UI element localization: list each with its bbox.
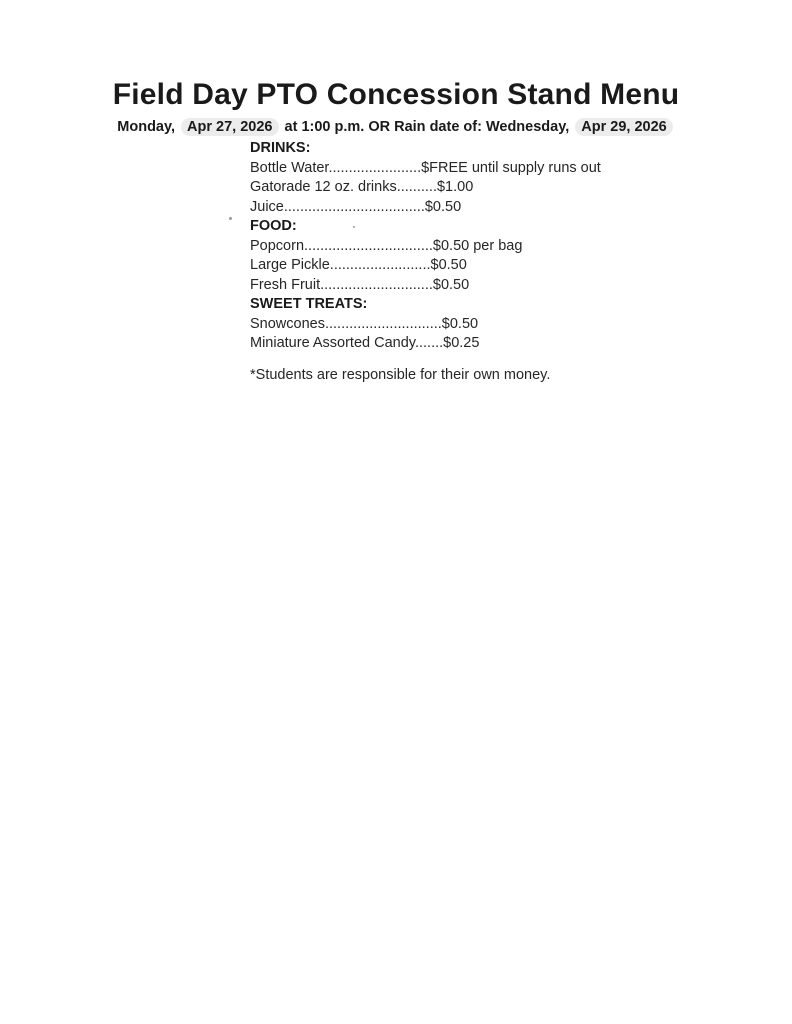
time-rain-label: at 1:00 p.m. OR Rain date of: Wednesday,: [284, 119, 570, 135]
scan-speck: [353, 226, 355, 228]
menu-item: Fresh Fruit............................$0.50: [250, 276, 470, 293]
day-label: Monday,: [117, 119, 176, 135]
section-drinks: [250, 139, 670, 217]
menu-item: Juice...................................$0.50: [250, 198, 462, 215]
menu-item: Large Pickle.........................$0.50: [250, 257, 467, 273]
event-date-line: [0, 118, 792, 136]
section-heading: SWEET TREATS:: [250, 296, 368, 312]
rain-date-chip: Apr 29, 2026: [575, 118, 672, 136]
scan-speck: [229, 217, 232, 220]
menu-item: Snowcones.............................$0.50: [250, 315, 479, 332]
menu-list: [250, 139, 670, 385]
menu-item: Miniature Assorted Candy.......$0.25: [250, 335, 480, 351]
footnote: *Students are responsible for their own money.: [250, 366, 551, 383]
page-title: Field Day PTO Concession Stand Menu: [112, 78, 680, 111]
section-heading: DRINKS:: [250, 140, 311, 156]
menu-item: Popcorn................................$0.50 per bag: [250, 237, 523, 254]
section-heading: FOOD:: [250, 218, 297, 234]
section-food: [250, 217, 670, 295]
menu-item: Bottle Water.......................$FREE until supply runs out: [250, 159, 601, 176]
menu-item: Gatorade 12 oz. drinks..........$1.00: [250, 179, 474, 195]
section-sweet-treats: [250, 295, 670, 354]
event-date-chip: Apr 27, 2026: [181, 118, 278, 136]
